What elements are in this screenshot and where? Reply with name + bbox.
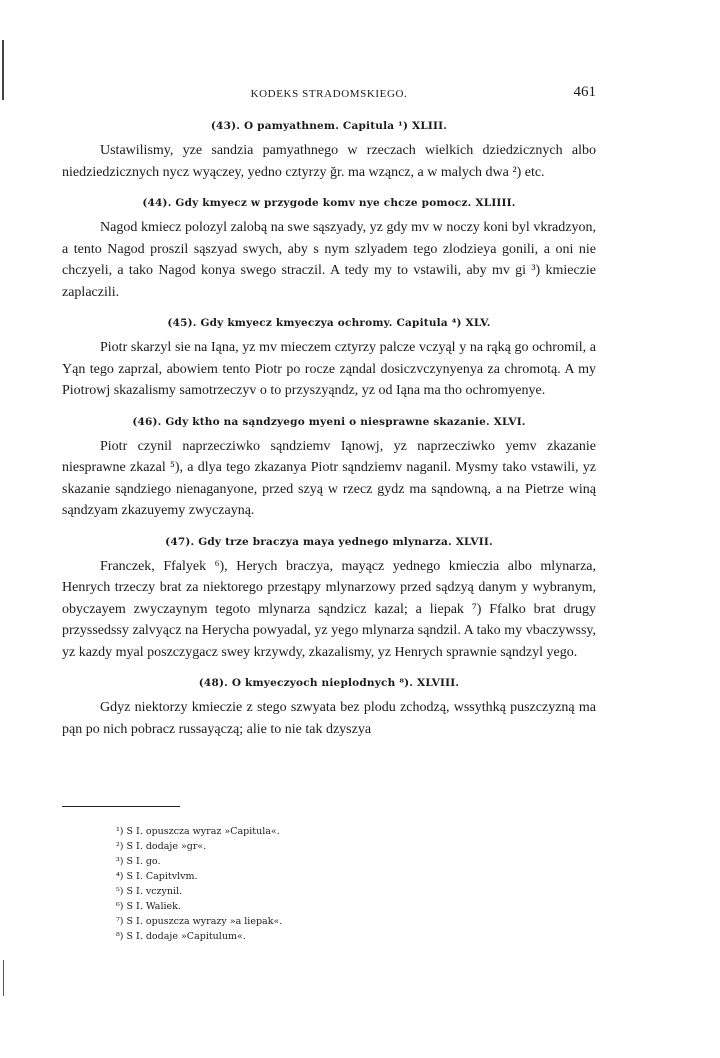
- footnote: ⁴) S I. Capitvlvm.: [116, 871, 198, 882]
- footnote: ⁶) S I. Waliek.: [116, 901, 181, 912]
- section-heading: (47). Gdy trze braczya maya yednego mlynarza. XLVII.: [165, 535, 493, 548]
- section-paragraph: Piotr czynil naprzecziwko sąndziemv Iąnowj, yz naprzecziwko yemv zkazanie niesprawne zkazal ⁵), a dlya tego zkazanya Piotr sąndziemv naganil. Mysmy tako vstawili, yz skazanie sąndziego nienaganyone, przed szyą w rzecz gydz ma sąndowną, a na Pietrze winą sąndzyam zkazuyemy zwyczayną.: [62, 438, 596, 518]
- section-paragraph: Nagod kmiecz polozyl zalobą na swe sąszyady, yz gdy mv w noczy koni byl vkradzyon, a tento Nagod proszil sąszyad swych, aby s nym szlyadem tego zlodzieya gonili, a oni nie chczyeli, a tako Nagod konya swego straczil. A tedy my to vstawili, aby mv gi ³) kmieczie zaplaczili.: [62, 220, 596, 300]
- footnote: ⁵) S I. vczynil.: [116, 886, 183, 897]
- section-paragraph: Gdyz niektorzy kmieczie z stego szwyata bez plodu zchodzą, wssythką puszczyzną ma pąn po nich pobracz russayączą; alie to nie tak dzyszya: [62, 700, 596, 737]
- page-edge-mark: [3, 960, 4, 996]
- section-heading: (43). O pamyathnem. Capitula ¹) XLIII.: [210, 120, 448, 132]
- footnote-rule: [62, 806, 180, 807]
- running-head: [62, 84, 596, 104]
- body-text: [62, 118, 596, 752]
- page-edge-mark: [2, 40, 4, 100]
- footnotes: [116, 824, 516, 944]
- document-page: [62, 0, 596, 1058]
- section-paragraph: Ustawilismy, yze sandzia pamyathnego w rzeczach wielkich dziedzicznych albo niedziedzicznych nycz wyączey, yedno cztyrzy ğr. ma wząncz, a w malych dwa ²) etc.: [62, 143, 596, 180]
- section-paragraph: Franczek, Ffalyek ⁶), Herych braczya, mayącz yednego kmieczia albo mlynarza, Henrych trzeczy brat za niektorego przestąpy mlynarzowy przed sądzyą danym y wybranym, obyczayem zwyczaynym tegoto mlynarza sąndzicz kazal; a liepak ⁷) Ffalko brat drugy przyssedssy zalvyącz na Herycha powyadal, yz yego mlynarza sąndzil. A tako my vbaczywssy, yz kazdy myal poszczygacz swey krzywdy, zkazalismy, yz Henrych sprawnie sąndzyl yego.: [62, 558, 596, 660]
- footnote: ¹) S I. opuszcza wyraz »Capitula«.: [116, 826, 280, 837]
- footnote: ²) S I. dodaje »gr«.: [116, 841, 207, 852]
- section-heading: (48). O kmyeczyoch nieplodnych ⁸). XLVIII.: [198, 677, 460, 689]
- footnote: ⁷) S I. opuszcza wyrazy »a liepak«.: [116, 916, 283, 927]
- page-number: 461: [573, 84, 596, 100]
- section-heading: (45). Gdy kmyecz kmyeczya ochromy. Capitula ⁴) XLV.: [167, 317, 491, 329]
- footnote: ⁸) S I. dodaje »Capitulum«.: [116, 931, 246, 942]
- section-heading: (44). Gdy kmyecz w przygode komv nye chcze pomocz. XLIIII.: [142, 197, 516, 209]
- section-paragraph: Piotr skarzyl sie na Iąna, yz mv mieczem cztyrzy palcze vczyąl y na rąką go ochromil, a Yąn tego zaprzal, abowiem tento Piotr po rocze ząndal dosiczvczynyenya za chromotą. A my Piotrowj skazalismy samotrzeczyv o to przyszyąndz, yz od Iąna ma tho ochromyenye.: [62, 340, 596, 398]
- section-heading: (46). Gdy ktho na sąndzyego myeni o niesprawne skazanie. XLVI.: [132, 415, 526, 428]
- footnote: ³) S I. go.: [116, 856, 161, 867]
- running-head-title: KODEKS STRADOMSKIEGO.: [250, 88, 408, 100]
